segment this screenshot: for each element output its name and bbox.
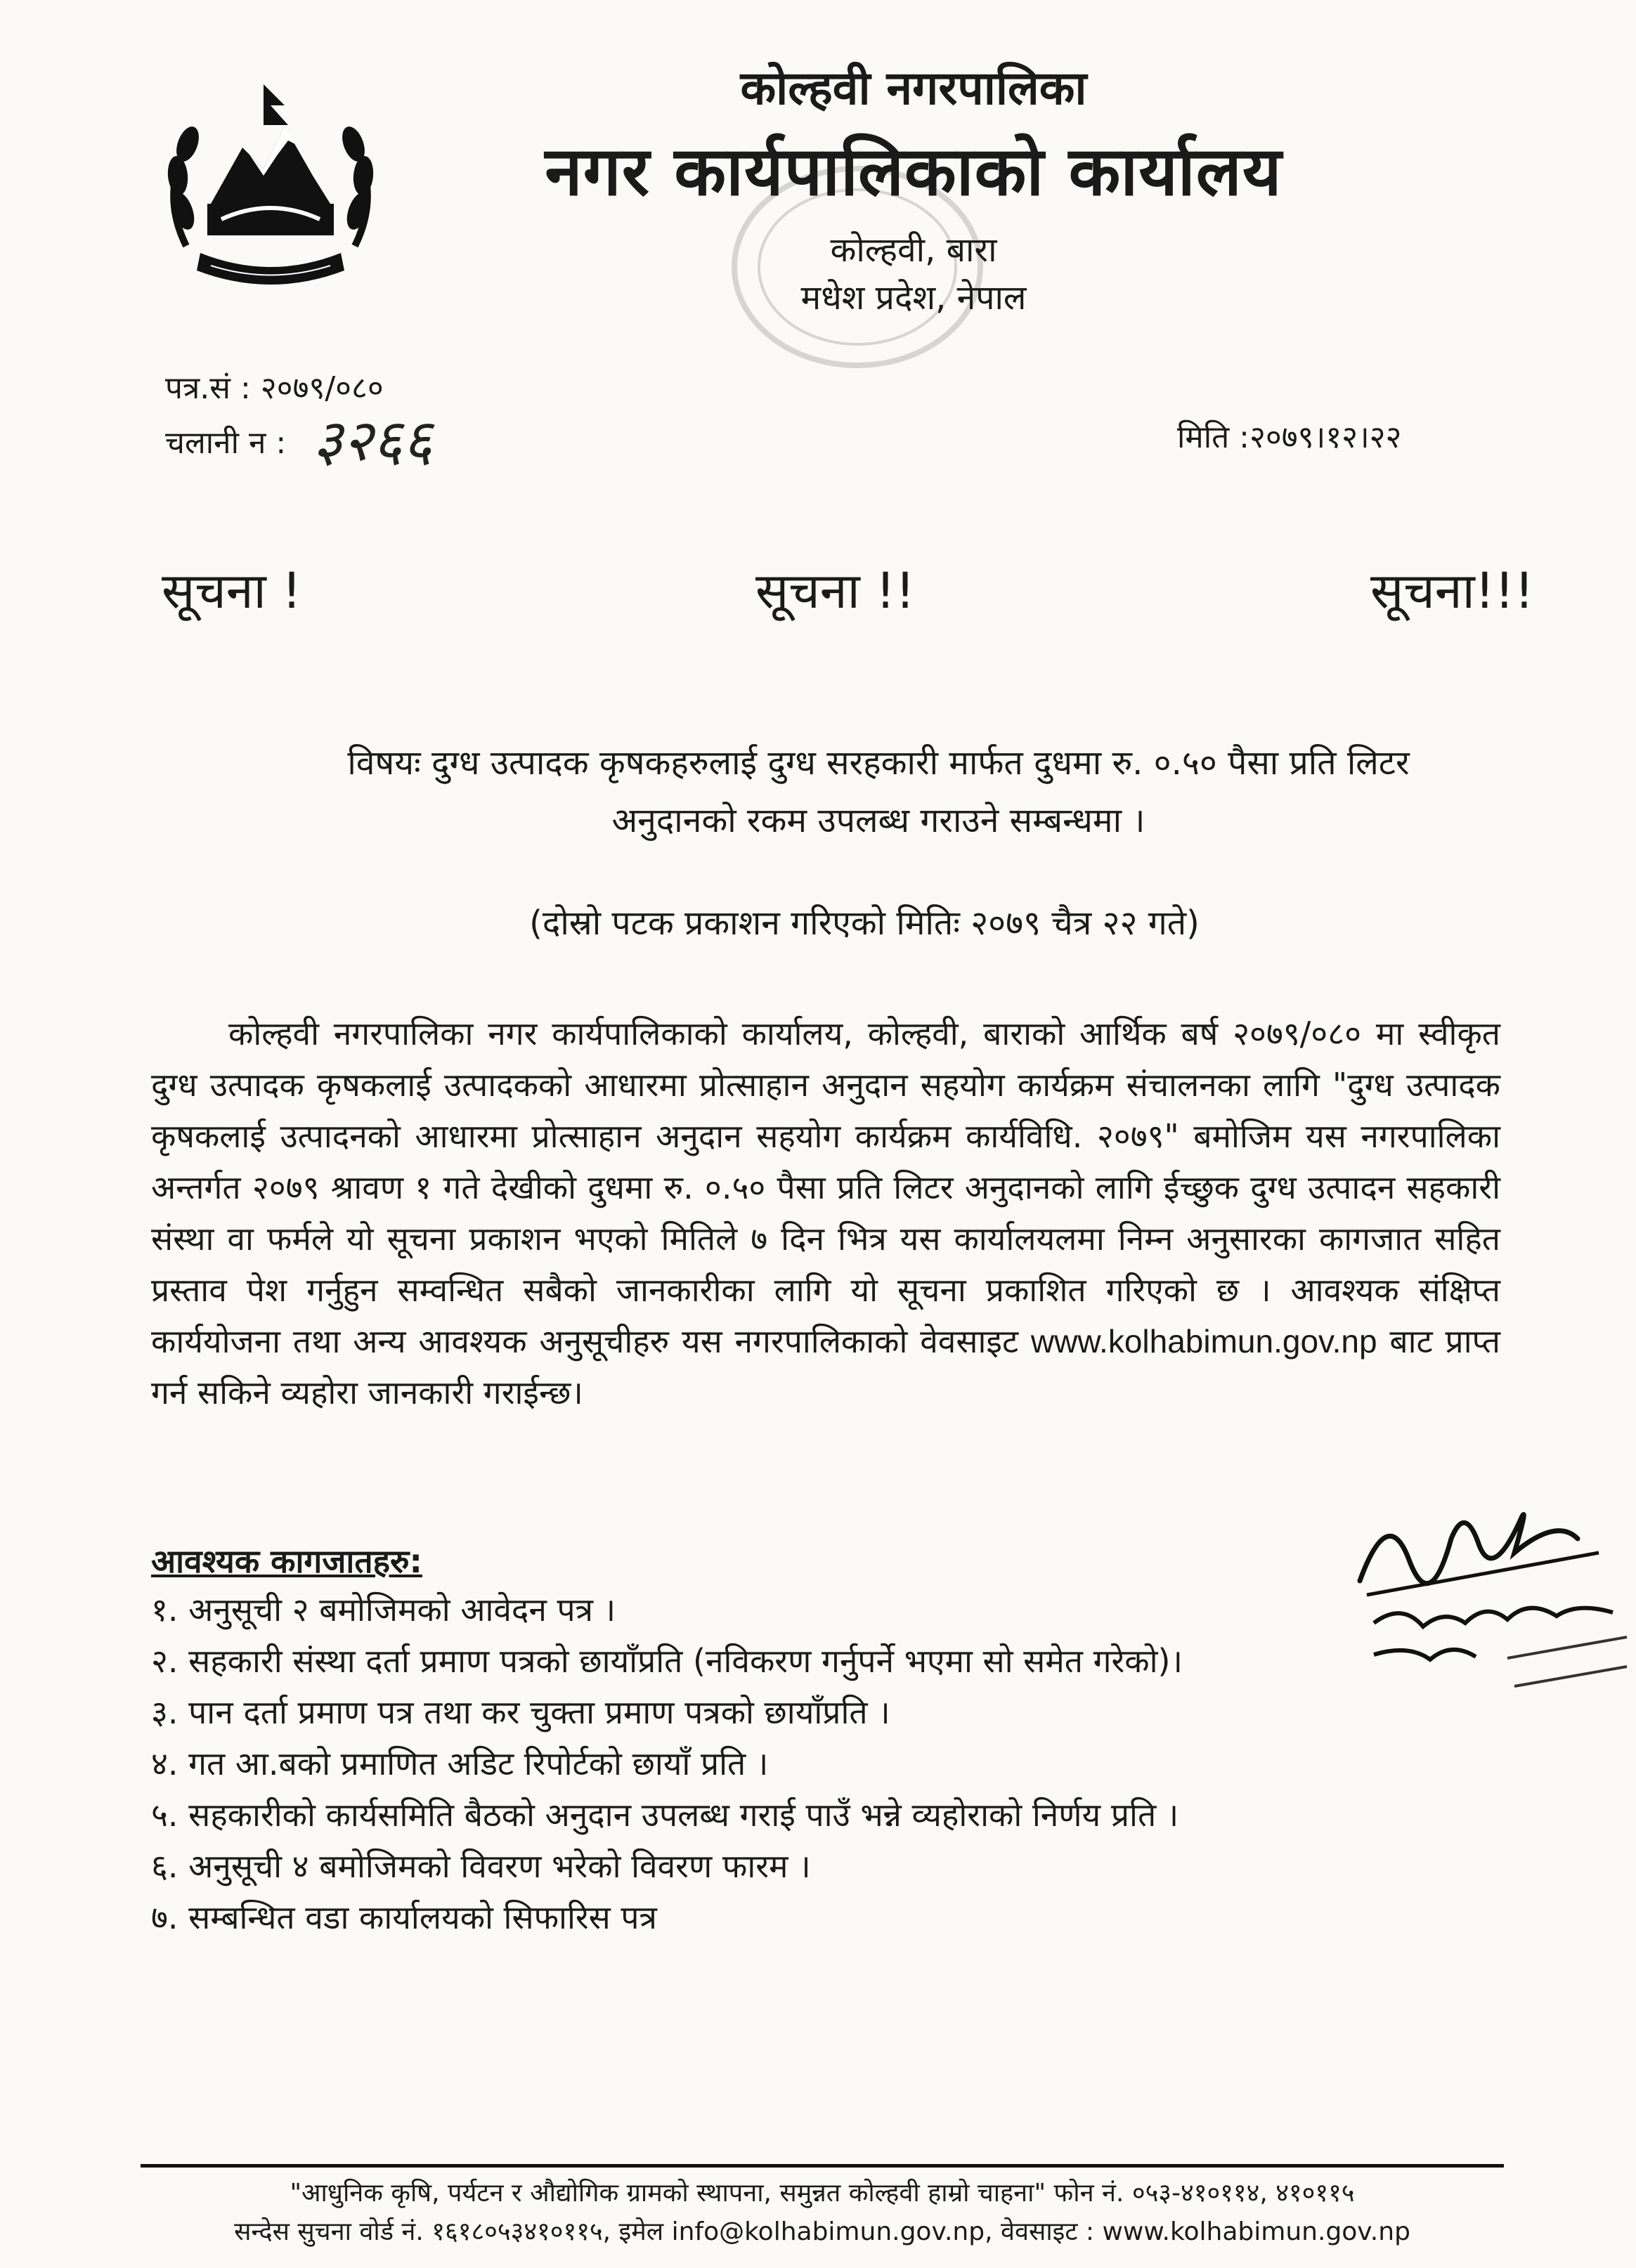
subject-block: [211, 734, 1546, 849]
document-item: ६. अनुसूची ४ बमोजिमको विवरण भरेको विवरण फारम ।: [151, 1847, 811, 1885]
footer-divider: [141, 2164, 1504, 2168]
document-item: ४. गत आ.बको प्रमाणित अडिट रिपोर्टको छायाँ प्रति ।: [151, 1745, 769, 1783]
subject-line-2: अनुदानको रकम उपलब्ध गराउने सम्बन्धमा ।: [611, 801, 1145, 840]
document-item: ३. पान दर्ता प्रमाण पत्र तथा कर चुक्ता प्रमाण पत्रको छायाँप्रति ।: [151, 1693, 890, 1731]
footer-slogan-phone: "आधुनिक कृषि, पर्यटन र औद्योगिक ग्रामको स्थापना, समुन्नत कोल्हवी हाम्रो चाहना" फोन नं. ०५३-४१०११४, ४१०११५: [290, 2179, 1355, 2208]
document-item: २. सहकारी संस्था दर्ता प्रमाण पत्रको छायाँप्रति (नविकरण गर्नुपर्ने भएमा सो समेत गरेको)।: [151, 1642, 1183, 1680]
required-documents-list: [151, 1584, 1183, 1943]
second-publication-note: (दोस्रो पटक प्रकाशन गरिएको मितिः २०७९ चैत्र २२ गते): [529, 904, 1200, 943]
subject-line-1: विषयः दुग्ध उत्पादक कृषकहरुलाई दुग्ध सरहकारी मार्फत दुधमा रु. ०.५० पैसा प्रति लिटर: [347, 743, 1410, 783]
letter-number: पत्र.सं : २०७९/०८०: [165, 370, 384, 406]
required-documents-title: आवश्यक कागजातहरु:: [151, 1542, 422, 1580]
document-item: ५. सहकारीको कार्यसमिति बैठको अनुदान उपलब्ध गराई पाउँ भन्ने व्यहोराको निर्णय प्रति ।: [151, 1796, 1179, 1834]
nepal-emblem-icon: [144, 70, 397, 309]
notice-heading-1: सूचना !: [162, 562, 302, 620]
office-name: नगर कार्यपालिकाको कार्यालय: [545, 132, 1283, 211]
notice-heading-3: सूचना!!!: [1370, 562, 1534, 620]
dispatch-label: चलानी न :: [165, 425, 287, 461]
notice-body: [151, 1008, 1500, 1419]
office-location: कोल्हवी, बारा: [830, 230, 997, 270]
municipality-name: कोल्हवी नगरपालिका: [740, 61, 1087, 115]
notice-body-text: कोल्हवी नगरपालिका नगर कार्यपालिकाको कार्यालय, कोल्हवी, बाराको आर्थिक बर्ष २०७९/०८० मा स्वीकृत दुग्ध उत्पादक कृषकलाई उत्पादकको आधारमा प्रोत्साहान अनुदान सहयोग कार्यक्रम संचालनका लागि "दुग्ध उत्पादक कृषकलाई उत्पादनको आधारमा प्रोत्साहान अनुदान सहयोग कार्यक्रम कार्यविधि. २०७९" बमोजिम यस नगरपालिका अन्तर्गत २०७९ श्रावण १ गते देखीको दुधमा रु. ०.५० पैसा प्रति लिटर अनुदानको लागि ईच्छुक दुग्ध उत्पादन सहकारी संस्था वा फर्मले यो सूचना प्रकाशन भएको मितिले ७ दिन भित्र यस कार्यालयलमा निम्न अनुसारका कागजात सहित प्रस्ताव पेश गर्नुहुन सम्वन्धित सबैको जानकारीका लागि यो सूचना प्रकाशित गरिएको छ । आवश्यक संक्षिप्त कार्ययोजना तथा अन्य आवश्यक अनुसूचीहरु यस नगरपालिकाको वेवसाइट: [151, 1015, 1500, 1360]
letter-date: मिति :२०७९।१२।२२: [1177, 419, 1402, 455]
document-item: १. अनुसूची २ बमोजिमको आवेदन पत्र ।: [151, 1591, 616, 1629]
office-province: मधेश प्रदेश, नेपाल: [800, 278, 1027, 318]
notice-body-tail: बाट प्राप्त गर्न सकिने व्यहोरा जानकारी गराईन्छ।: [151, 1322, 1500, 1412]
footer-contact: सन्देस सुचना वोर्ड नं. १६१८०५३४१०११५, इमेल info@kolhabimun.gov.np, वेवसाइट : www.kolhabimun.gov.np: [234, 2217, 1410, 2246]
notice-heading-2: सूचना !!: [755, 562, 916, 620]
dispatch-number: ३२६६: [313, 408, 433, 474]
website-link[interactable]: www.kolhabimun.gov.np: [1030, 1323, 1377, 1360]
signature-icon: [1346, 1475, 1636, 1707]
document-item: ७. सम्बन्धित वडा कार्यालयको सिफारिस पत्र: [151, 1898, 657, 1936]
